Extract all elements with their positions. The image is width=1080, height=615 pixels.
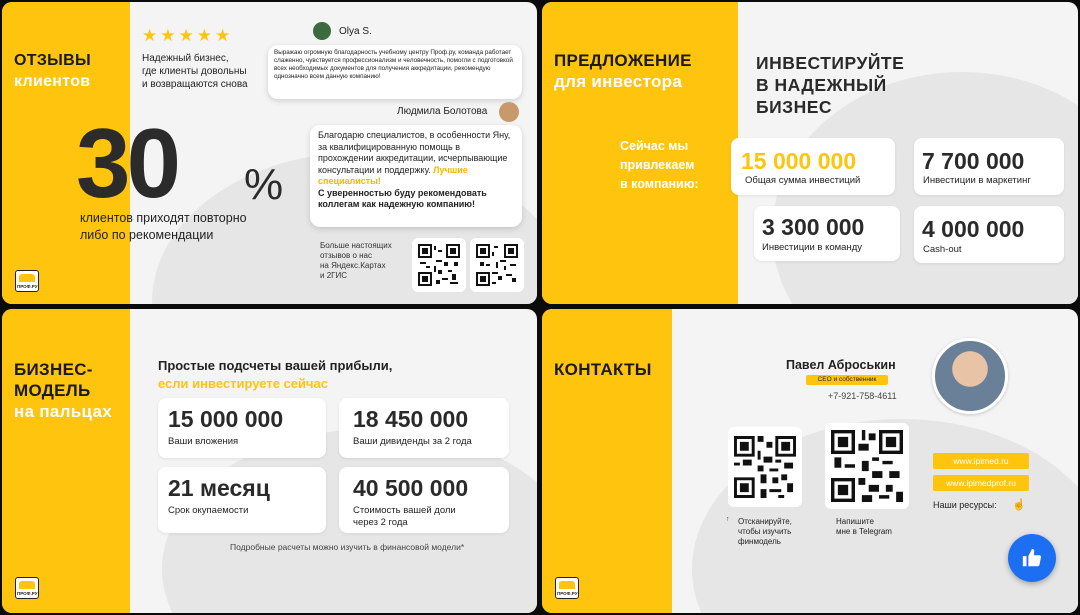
profit-card (339, 467, 509, 533)
card-label: Инвестиции в команду (762, 242, 862, 253)
title-line-1: ПРЕДЛОЖЕНИЕ (554, 51, 692, 70)
investment-card (914, 206, 1064, 263)
logo-text: ПРОФ.РУ (17, 284, 38, 289)
company-logo (15, 270, 39, 292)
headline: ИНВЕСТИРУЙТЕ В НАДЕЖНЫЙ БИЗНЕС (756, 53, 905, 117)
contact-name: Павел Аброськин (786, 358, 896, 372)
card-label: Инвестиции в маркетинг (923, 175, 1031, 186)
card-value: 15 000 000 (168, 406, 284, 432)
investor-slide (542, 2, 1078, 304)
title-line-1: БИЗНЕС- (14, 360, 93, 379)
card-value: 18 450 000 (353, 406, 469, 432)
profit-card (158, 467, 326, 533)
qr-caption: Отсканируйте, чтобы изучить финмодель (738, 517, 792, 546)
title-line-2: для инвестора (554, 72, 683, 91)
contact-avatar (932, 338, 1008, 414)
title-line-2: клиентов (14, 73, 91, 90)
arrow-up-icon: ↑ (726, 516, 730, 523)
qr-caption: Напишите мне в Telegram (836, 517, 892, 536)
resources-label: Наши ресурсы: (933, 500, 997, 510)
logo-text: ПРОФ.РУ (557, 591, 578, 596)
review-bold-text: С уверенностью буду рекомендовать коллегам как надежную компанию! (318, 187, 487, 209)
investment-card (754, 206, 900, 261)
profit-card (339, 398, 509, 458)
logo-text: ПРОФ.РУ (17, 591, 38, 596)
card-label: Ваши вложения (168, 436, 239, 447)
card-value: 3 300 000 (762, 214, 865, 240)
big-stat-percent: % (244, 160, 284, 209)
accent-bar (542, 309, 672, 613)
qr-code-2gis[interactable] (470, 238, 524, 292)
big-stat-caption: клиентов приходят повторно либо по рекомендации (80, 211, 247, 242)
review-highlight: Лучшие специалисты! (318, 164, 468, 186)
slide-title (14, 359, 112, 422)
card-value: 7 700 000 (922, 148, 1025, 174)
review-bubble (310, 125, 522, 227)
contact-phone[interactable]: +7-921-758-4611 (828, 391, 897, 401)
card-value: 4 000 000 (922, 216, 1025, 242)
reviewer-name: Olya S. (339, 26, 372, 37)
investment-card (731, 138, 895, 195)
website-link-1[interactable]: www.ipimed.ru (933, 453, 1029, 469)
tagline: Надежный бизнес, где клиенты довольны и возвращаются снова (142, 53, 248, 90)
pointer-hand-icon: ☝ (1012, 499, 1026, 511)
qr-code-telegram[interactable] (825, 423, 909, 509)
card-label: Cash-out (923, 244, 962, 255)
card-value: 15 000 000 (741, 148, 857, 174)
like-button[interactable] (1008, 534, 1056, 582)
contacts-slide (542, 309, 1078, 613)
slide-title (14, 50, 91, 92)
title-line-2: МОДЕЛЬ (14, 381, 91, 400)
big-stat-number: 30 (76, 108, 178, 218)
review-text: Благодарю специалистов, в особенности Яну, за квалифицированную помощь в прохождении аккредитации, исчерпывающие консультации и поддержку. (318, 130, 511, 175)
card-label: Срок окупаемости (168, 505, 249, 516)
heading: Простые подсчеты вашей прибыли, (158, 358, 393, 373)
investment-card (914, 138, 1064, 195)
profit-card (158, 398, 326, 458)
qr-code-yandex[interactable] (412, 238, 466, 292)
rating-stars: ★★★★★ (142, 26, 234, 45)
company-logo (555, 577, 579, 599)
reviews-slide (2, 2, 537, 304)
card-label: Общая сумма инвестиций (745, 175, 861, 186)
raising-text: Сейчас мы привлекаем в компанию: (620, 139, 699, 191)
business-model-slide (2, 309, 537, 613)
footnote: Подробные расчеты можно изучить в финансовой модели* (230, 542, 465, 552)
reviewer-avatar (499, 102, 519, 122)
slide-title (554, 50, 692, 92)
title-line-1: ОТЗЫВЫ (14, 52, 91, 69)
reviewer-name: Людмила Болотова (397, 106, 488, 117)
review-bubble (268, 45, 522, 99)
card-value: 21 месяц (168, 475, 270, 501)
slide-title: КОНТАКТЫ (554, 360, 652, 379)
contact-role: СЕО и собственник (806, 375, 888, 385)
website-link-2[interactable]: www.ipimedprof.ru (933, 475, 1029, 491)
card-value: 40 500 000 (353, 475, 469, 501)
reviewer-avatar (313, 22, 331, 40)
company-logo (15, 577, 39, 599)
accent-bar (2, 309, 130, 613)
heading-accent: если инвестируете сейчас (158, 376, 329, 391)
thumbs-up-icon (1021, 547, 1043, 569)
card-label: Стоимость вашей доли через 2 года (353, 505, 456, 528)
review-text: Выражаю огромную благодарность учебному центру Проф.ру, команда работает слаженно, чувствуется профессионализм и человечность, помогли с подготовкой всех необходимых документов для получения аккредитации, рекомендую однозначно всем данную компанию! (274, 49, 513, 80)
more-reviews-text: Больше настоящих отзывов о нас на Яндекс.Картах и 2ГИС (320, 241, 392, 280)
qr-code-finmodel[interactable] (728, 427, 802, 507)
card-label: Ваши дивиденды за 2 года (353, 436, 472, 447)
title-line-3: на пальцах (14, 402, 112, 421)
